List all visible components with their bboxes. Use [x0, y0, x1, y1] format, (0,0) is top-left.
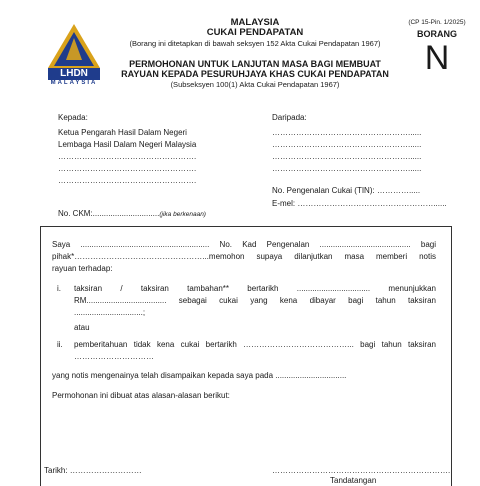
header-country: MALAYSIA — [230, 17, 280, 28]
item-i-line-3[interactable]: ...............................; — [74, 308, 146, 317]
tin-field[interactable]: No. Pengenalan Cukai (TIN): …………..... — [272, 186, 421, 195]
from-field-4[interactable]: ……………………………………………...... — [272, 164, 422, 173]
lhdn-logo — [40, 22, 108, 86]
from-label: Daripada: — [272, 113, 307, 122]
to-field-3[interactable]: ……………………………………………. — [58, 176, 197, 185]
item-i-number: i. — [57, 284, 61, 293]
title-line-1: PERMOHONAN UNTUK LANJUTAN MASA BAGI MEMBUAT — [129, 59, 381, 69]
item-i-line-1[interactable]: taksiran / taksiran tambahan** bertarikh ................................. menunjukkan — [74, 284, 436, 293]
from-field-3[interactable]: ……………………………………………...... — [272, 152, 422, 161]
reasons-label: Permohonan ini dibuat atas alasan-alasan berikut: — [52, 391, 230, 400]
logo-subtext: MALAYSIA — [50, 80, 98, 86]
header-note: (Borang ini ditetapkan di bawah seksyen 152 Akta Cukai Pendapatan 1967) — [129, 39, 381, 48]
ckm-field[interactable] — [58, 209, 206, 218]
body-line-2[interactable]: pihak*…………………………………………...memohon supaya dilanjutkan masa memberi notis — [52, 252, 436, 261]
body-line-3: rayuan terhadap: — [52, 264, 113, 273]
email-field[interactable]: E-mel: ……………………………………………...... — [272, 199, 447, 208]
title-line-2: RAYUAN KEPADA PESURUHJAYA KHAS CUKAI PENDAPATAN — [121, 69, 389, 79]
title-line-3: (Subseksyen 100(1) Akta Cukai Pendapatan 1967) — [170, 80, 340, 89]
item-ii-line-1[interactable]: pemberitahuan tidak kena cukai bertarikh …………………………………... bagi tahun taksiran — [74, 340, 436, 349]
to-line-1: Ketua Pengarah Hasil Dalam Negeri — [58, 128, 187, 137]
logo-text: LHDN — [60, 68, 88, 79]
ckm-label: No. CKM:.............................. — [58, 209, 160, 218]
signature-field[interactable]: …………………………………………………………. — [272, 466, 451, 475]
form-number: (CP 15-Pin. 1/2025) — [408, 19, 466, 26]
body-line-1[interactable]: Saya .......................................................... No. Kad Pengenalan ......................................... bagi — [52, 240, 436, 249]
form-letter: N — [424, 39, 450, 77]
form-borang-label: BORANG — [417, 29, 457, 39]
item-i-line-2[interactable]: RM.................................... sebagai cukai yang kena dibayar bagi tahun taksiran — [74, 296, 436, 305]
ckm-note: (jika berkenaan) — [159, 211, 206, 218]
notice-line[interactable]: yang notis mengenainya telah disampaikan kepada saya pada ................................ — [52, 371, 347, 380]
signature-label: Tandatangan — [330, 476, 377, 485]
from-field-1[interactable]: ……………………………………………...... — [272, 128, 422, 137]
item-ii-number: ii. — [57, 340, 63, 349]
to-line-2: Lembaga Hasil Dalam Negeri Malaysia — [58, 140, 197, 149]
to-label: Kepada: — [58, 113, 88, 122]
from-field-2[interactable]: ……………………………………………...... — [272, 140, 422, 149]
item-ii-line-2[interactable]: ………………………… — [74, 352, 154, 361]
header-department: CUKAI PENDAPATAN — [206, 27, 304, 38]
date-field[interactable]: Tarikh: ……………………… — [44, 466, 142, 475]
to-field-1[interactable]: ……………………………………………. — [58, 152, 197, 161]
atau-label: atau — [74, 323, 90, 332]
to-field-2[interactable]: ……………………………………………. — [58, 164, 197, 173]
